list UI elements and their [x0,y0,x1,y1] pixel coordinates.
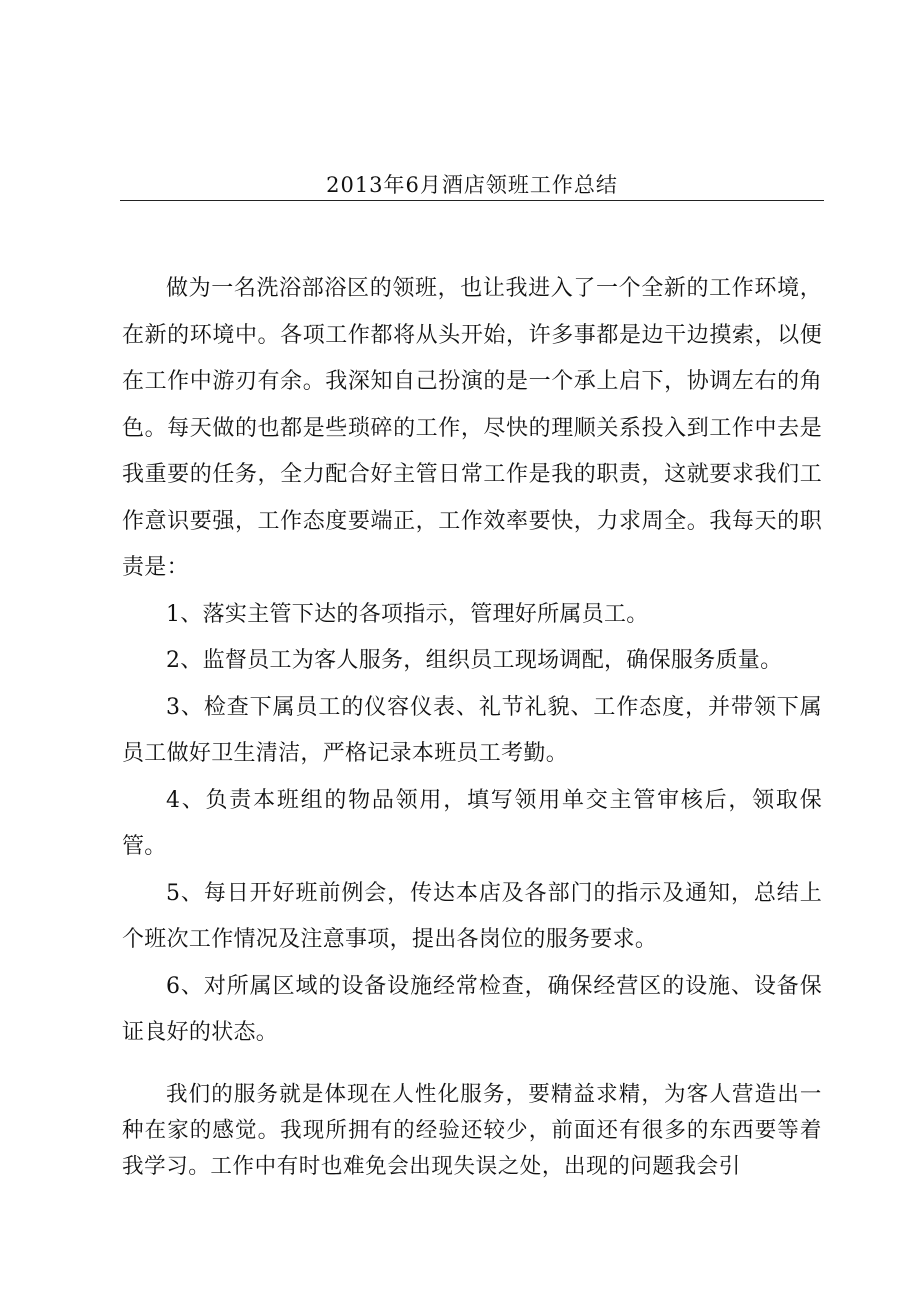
paragraph-duty-2: 2、监督员工为客人服务，组织员工现场调配，确保服务质量。 [166,648,783,673]
paragraph-duty-4: 4、负责本班组的物品领用，填写领用单交主管审核后，领取保管。 [122,787,822,859]
title-underline [120,200,824,201]
paragraph-duty-1: 1、落实主管下达的各项指示，管理好所属员工。 [166,601,649,627]
paragraph-duty-6: 6、对所属区域的设备设施经常检查，确保经营区的设施、设备保证良好的状态。 [122,973,822,1045]
paragraph-duty-5: 5、每日开好班前例会，传达本店及各部门的指示及通知，总结上个班次工作情况及注意事项，提出各岗位的服务要求。 [122,880,822,952]
paragraph-duty-3: 3、检查下属员工的仪容仪表、礼节礼貌、工作态度，并带领下属员工做好卫生清洁，严格记录本班员工考勤。 [122,694,822,766]
document-title: 2013年6月酒店领班工作总结 [326,173,618,197]
document-body [122,266,822,1185]
paragraph-closing: 我们的服务就是体现在人性化服务，要精益求精，为客人营造出一种在家的感觉。我现所拥有的经验还较少，前面还有很多的东西要等着我学习。工作中有时也难免会出现失误之处，出现的问题我会引 [122,1081,822,1179]
paragraph-intro: 做为一名洗浴部浴区的领班，也让我进入了一个全新的工作环境，在新的环境中。各项工作都将从头开始，许多事都是边干边摸索，以便在工作中游刃有余。我深知自己扮演的是一个承上启下，协调左右的角色。每天做的也都是些琐碎的工作，尽快的理顺关系投入到工作中去是我重要的任务，全力配合好主管日常工作是我的职责，这就要求我们工作意识要强，工作态度要端正，工作效率要快，力求周全。我每天的职责是： [122,276,822,580]
